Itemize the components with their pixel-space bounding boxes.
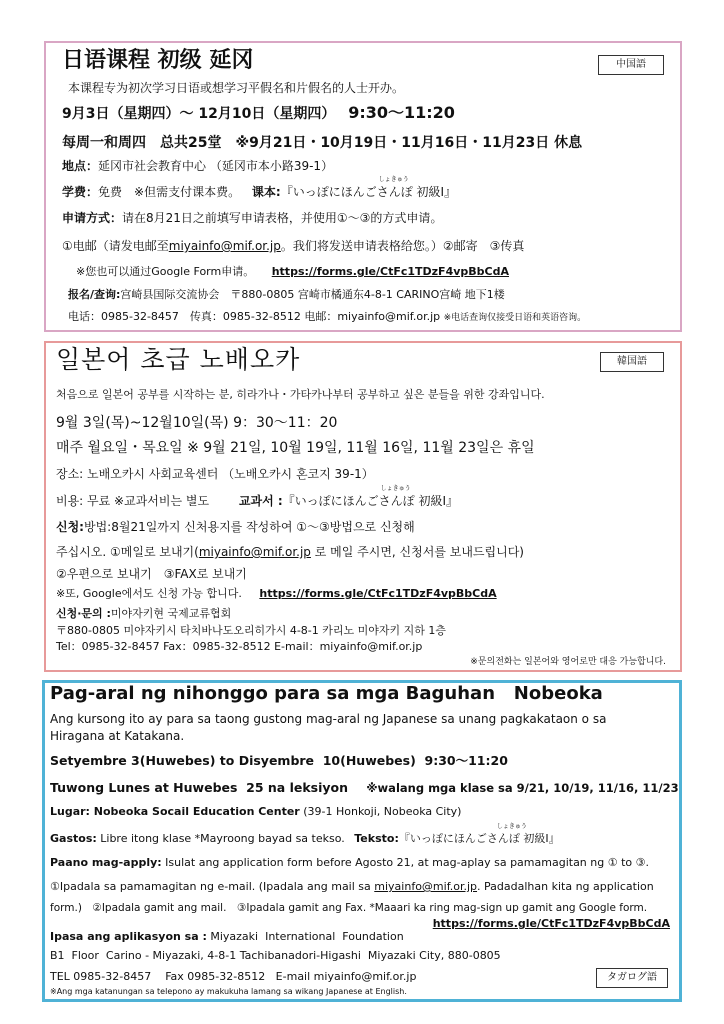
tagalog-location-name: Nobeoka Socail Education Center bbox=[89, 805, 300, 818]
chinese-apply-value: 请在8月21日之前填写申请表格，并使用①～③的方式申请。 bbox=[122, 211, 443, 225]
chinese-methods-pre: ①电邮（请发电邮至 bbox=[62, 239, 169, 253]
tagalog-email-link[interactable]: miyainfo@mif.or.jp bbox=[374, 880, 478, 893]
tagalog-schedule-row bbox=[50, 781, 679, 795]
korean-textbook bbox=[282, 485, 459, 508]
chinese-location-value: 延冈市社会教育中心 （延冈市本小路39-1） bbox=[98, 159, 334, 173]
tagalog-contact-row bbox=[50, 931, 404, 944]
korean-apply-label: 신청: bbox=[56, 520, 84, 534]
korean-textbook-title: 『いっぽにほんごさんぽ 初級Ⅰ』 bbox=[282, 494, 459, 508]
korean-contact: 미야자키현 국제교류협회 bbox=[110, 607, 232, 620]
korean-apply: 방법:8월21일까지 신처용지를 작성하여 ①～③방법으로 신청해 bbox=[83, 520, 415, 534]
tagalog-method-2: form.) ②Ipadala gamit ang mail. ③Ipadala gamit ang Fax. *Maaari ka ring mag-sign up gamit ang Google form. bbox=[50, 902, 648, 914]
korean-dates: 9월 3일(목)~12월10일(목) 9：30～11：20 bbox=[56, 415, 338, 431]
tagalog-location-row bbox=[50, 806, 461, 819]
chinese-title: 日语课程 初级 延冈 bbox=[62, 48, 254, 73]
chinese-location-label: 地点： bbox=[62, 159, 99, 173]
tagalog-language-tag: タガログ語 bbox=[596, 968, 668, 988]
tagalog-contact: Miyazaki International Foundation bbox=[206, 930, 404, 943]
korean-apply-row bbox=[56, 521, 415, 535]
korean-phone: Tel：0985-32-8457 Fax：0985-32-8512 E-mail：miyainfo@mif.or.jp bbox=[56, 640, 423, 653]
korean-apply2-post: 로 메일 주시면, 신청서를 보내드립니다) bbox=[310, 545, 524, 559]
korean-apply2-pre: 주십시오. ①메일로 보내기( bbox=[56, 545, 199, 559]
tagalog-location-label: Lugar: bbox=[50, 805, 90, 818]
korean-schedule: 매주 월요일・목요일 ※ 9월 21일, 10월 19일, 11월 16일, 11월 23일은 휴일 bbox=[56, 440, 535, 456]
korean-fee-row bbox=[56, 485, 459, 509]
korean-contact-label: 신청·문의 : bbox=[56, 607, 111, 620]
tagalog-contact-label: Ipasa ang aplikasyon sa : bbox=[50, 930, 207, 943]
chinese-phone-note: ※电话查询仅接受日语和英语咨询。 bbox=[443, 313, 587, 323]
korean-google-note: ※또, Google에서도 신청 가능 합니다. bbox=[56, 587, 242, 600]
chinese-time: 9:30～11:20 bbox=[348, 103, 455, 122]
chinese-schedule: 每周一和周四 总共25堂 ※9月21日・10月19日・11月16日・11月23日 休息 bbox=[62, 135, 583, 151]
korean-email-link[interactable]: miyainfo@mif.or.jp bbox=[198, 545, 311, 559]
tagalog-phone-note: ※Ang mga katanungan sa telepono ay makukuha lamang sa wikang Japanese at English. bbox=[50, 987, 407, 996]
tagalog-method1-post: . Padadalhan kita ng application bbox=[477, 880, 654, 893]
korean-form-link[interactable]: https://forms.gle/CtFc1TDzF4vpBbCdA bbox=[259, 587, 497, 600]
chinese-contact-value: 宫崎县国际交流协会 〒880-0805 宫崎市橘通东4-8-1 CARINO宫崎 地下1楼 bbox=[120, 288, 505, 301]
korean-address: 〒880-0805 미야자키시 타치바나도오리히가시 4-8-1 카리노 미야자키 지하 1층 bbox=[56, 624, 447, 637]
tagalog-schedule-note: ※walang mga klase sa 9/21, 10/19, 11/16, 11/23 bbox=[366, 781, 679, 795]
chinese-google-note: ※您也可以通过Google Form申请。 bbox=[76, 265, 255, 278]
chinese-fee-value: 免费 ※但需支付课本费。 bbox=[98, 185, 241, 199]
tagalog-method1-pre: ①Ipadala sa pamamagitan ng e-mail. (Ipadala ang mail sa bbox=[50, 880, 375, 893]
chinese-apply-label: 申请方式： bbox=[62, 211, 123, 225]
chinese-email-link[interactable]: miyainfo@mif.or.jp bbox=[168, 239, 281, 253]
korean-title: 일본어 초급 노배오카 bbox=[56, 345, 301, 374]
tagalog-fee: Libre itong klase *Mayroong bayad sa tekso. bbox=[96, 832, 345, 845]
tagalog-apply: Isulat ang application form before Agosto 21, at mag-aplay sa pamamagitan ng ① to ③. bbox=[161, 856, 649, 869]
tagalog-intro-2: Hiragana at Katakana. bbox=[50, 729, 185, 743]
tagalog-dates: Setyembre 3(Huwebes) to Disyembre 10(Huwebes) 9:30～11:20 bbox=[50, 753, 508, 768]
chinese-fee-row bbox=[62, 176, 457, 200]
chinese-textbook bbox=[280, 176, 457, 199]
chinese-fee-label: 学费： bbox=[62, 185, 99, 199]
chinese-methods bbox=[62, 240, 524, 254]
chinese-phone-row bbox=[68, 311, 586, 324]
tagalog-fee-label: Gastos: bbox=[50, 832, 97, 845]
chinese-language-tag: 中国語 bbox=[598, 55, 664, 75]
korean-location: 장소: 노배오카시 사회교육센터 （노배오카시 혼코지 39-1） bbox=[56, 467, 374, 481]
tagalog-textbook bbox=[398, 823, 560, 845]
chinese-location bbox=[62, 160, 333, 174]
chinese-date-range: 9月3日（星期四）～ 12月10日（星期四） bbox=[62, 106, 336, 122]
chinese-form-link[interactable]: https://forms.gle/CtFc1TDzF4vpBbCdA bbox=[271, 265, 509, 278]
tagalog-textbook-label: Teksto: bbox=[354, 832, 399, 845]
korean-google-row bbox=[56, 588, 497, 601]
tagalog-address: B1 Floor Carino - Miyazaki, 4-8-1 Tachibanadori-Higashi Miyazaki City, 880-0805 bbox=[50, 949, 501, 962]
chinese-intro: 本课程专为初次学习日语或想学习平假名和片假名的人士开办。 bbox=[68, 81, 405, 95]
korean-apply-row-3: ②우편으로 보내기 ③FAX로 보내기 bbox=[56, 567, 247, 581]
tagalog-location-address: (39-1 Honkoji, Nobeoka City) bbox=[299, 805, 462, 818]
chinese-textbook-ruby: しょきゅう bbox=[378, 176, 409, 183]
korean-phone-note: ※문의전화는 일본어와 영어로만 대응 가능합니다. bbox=[470, 657, 666, 667]
korean-intro: 처음으로 일본어 공부를 시작하는 분, 히라가나・가타카나부터 공부하고 싶은 분들을 위한 강좌입니다. bbox=[56, 388, 545, 401]
tagalog-apply-label: Paano mag-apply: bbox=[50, 856, 162, 869]
tagalog-textbook-title: 『いっぽにほんごさんぽ 初級Ⅰ』 bbox=[398, 832, 560, 845]
chinese-methods-post: 。我们将发送申请表格给您。）②邮寄 ③传真 bbox=[280, 239, 525, 253]
tagalog-intro: Ang kursong ito ay para sa taong gustong mag-aral ng Japanese sa unang pagkakataon o sa bbox=[50, 712, 607, 726]
chinese-google-row bbox=[76, 266, 509, 279]
tagalog-textbook-ruby: しょきゅう bbox=[496, 823, 527, 830]
tagalog-apply-row bbox=[50, 857, 649, 870]
chinese-contact-label: 报名/查询: bbox=[68, 288, 121, 301]
tagalog-schedule: Tuwong Lunes at Huwebes 25 na leksiyon bbox=[50, 780, 349, 795]
chinese-apply-row bbox=[62, 212, 442, 226]
korean-textbook-ruby: しょきゅう bbox=[380, 485, 411, 492]
tagalog-title: Pag-aral ng nihonggo para sa mga Baguhan Nobeoka bbox=[50, 683, 603, 704]
chinese-contact-row bbox=[68, 289, 505, 302]
korean-apply-row-2 bbox=[56, 546, 524, 560]
tagalog-phone: TEL 0985-32-8457 Fax 0985-32-8512 E-mail miyainfo@mif.or.jp bbox=[50, 970, 417, 983]
tagalog-method-1 bbox=[50, 881, 654, 894]
chinese-phone: 电话：0985-32-8457 传真：0985-32-8512 电邮：miyainfo@mif.or.jp bbox=[68, 310, 441, 323]
chinese-textbook-title: 『いっぽにほんごさんぽ 初級Ⅰ』 bbox=[280, 185, 457, 199]
tagalog-fee-row bbox=[50, 823, 560, 846]
chinese-textbook-label: 课本: bbox=[251, 185, 281, 199]
korean-contact-row bbox=[56, 608, 231, 621]
tagalog-form-link[interactable]: https://forms.gle/CtFc1TDzF4vpBbCdA bbox=[432, 917, 670, 930]
chinese-dates bbox=[62, 104, 455, 122]
korean-textbook-label: 교과서 : bbox=[238, 494, 283, 508]
korean-fee: 비용: 무료 ※교과서비는 별도 bbox=[56, 494, 210, 508]
korean-language-tag: 韓国語 bbox=[600, 352, 664, 372]
